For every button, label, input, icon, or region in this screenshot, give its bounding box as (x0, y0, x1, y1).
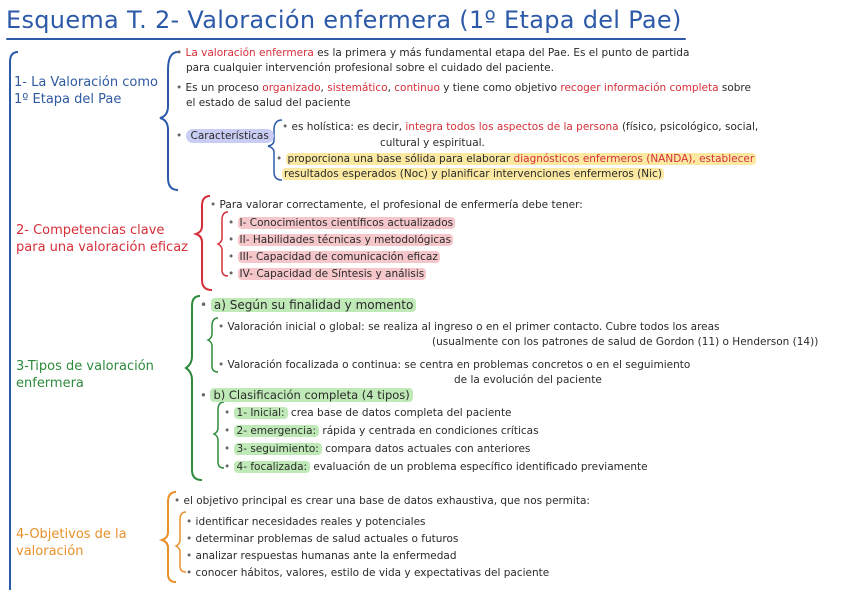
sec3-b-heading: • b) Clasificación completa (4 tipos) (200, 388, 413, 402)
car1-a: es holística: (291, 121, 354, 133)
proc-continuo: continuo (394, 82, 440, 94)
a1-b: se realiza al ingreso o en el primer contacto. Cubre todos los areas (364, 321, 720, 333)
sec4-intro-text: el objetivo principal es crear una base de datos exhaustiva, que nos permita: (183, 495, 590, 507)
sec4-item-4-text: conocer hábitos, valores, estilo de vida y expectativas del paciente (195, 567, 550, 579)
sec1-process-line1: • Es un proceso organizado, sistemático, continuo y tiene como objetivo recoger información completa sobre (176, 82, 751, 94)
section-1-label: 1- La Valoración como 1º Etapa del Pae (14, 75, 158, 107)
b2-key: 2- emergencia: (234, 425, 320, 437)
car2-line1: • proporciona una base sólida para elaborar diagnósticos enfermeros (NANDA), establecer (276, 153, 755, 165)
sec3-b-head-text: b) Clasificación completa (4 tipos) (210, 388, 412, 402)
section-4-label: 4-Objetivos de la valoración (16, 527, 127, 559)
sec1-process-line2: el estado de salud del paciente (186, 97, 351, 109)
b4-key: 4- focalizada: (234, 461, 311, 473)
car1-line1: • es holística: es decir, integra todos los aspectos de la persona (físico, psicológico, social, (282, 121, 759, 133)
car1-d: (físico, psicológico, social, (618, 121, 759, 133)
sec3-a-heading: • a) Según su finalidad y momento (200, 298, 416, 312)
b3-key: 3- seguimiento: (234, 443, 322, 455)
sec2-intro: • Para valorar correctamente, el profesional de enfermería debe tener: (210, 199, 583, 211)
sec2-item-4-text: IV- Capacidad de Síntesis y análisis (239, 268, 425, 280)
sec1-intro-b: es la primera y más fundamental etapa del Pae. Es el punto de partida (313, 47, 690, 59)
car2-line2 (282, 167, 664, 181)
sec1-intro-line2: para cualquier intervención profesional sobre el cuidado del paciente. (186, 62, 554, 74)
sec2-item-4: • IV- Capacidad de Síntesis y análisis (228, 268, 425, 280)
sec4-item-2: • determinar problemas de salud actuales o futuros (186, 533, 459, 545)
b3-val: compara datos actuales con anteriores (321, 443, 531, 455)
sec3-a2-line1: • Valoración focalizada o continua: se centra en problemas concretos o en el seguimiento (218, 359, 691, 371)
sec2-item-3: • III- Capacidad de comunicación eficaz (228, 251, 438, 263)
sec2-item-1: • I- Conocimientos científicos actualizados (228, 217, 454, 229)
caracteristicas-tag: Características (186, 129, 274, 143)
sec3-a2-line2: de la evolución del paciente (454, 374, 602, 386)
page-title: Esquema T. 2- Valoración enfermera (1º Etapa del Pae) (6, 6, 682, 34)
car1-b: es decir, (353, 121, 406, 133)
sec4-item-1: • identificar necesidades reales y potenciales (186, 516, 426, 528)
proc-recoger: recoger información completa (560, 82, 719, 94)
sec1-intro-line1: • La valoración enfermera es la primera y más fundamental etapa del Pae. Es el punto de partida (176, 47, 690, 59)
sec2-item-2: • II- Habilidades técnicas y metodológicas (228, 234, 452, 246)
sec2-item-1-text: I- Conocimientos científicos actualizados (239, 217, 454, 229)
caracteristicas-label: • Características (176, 129, 274, 143)
b1-key: 1- Inicial: (234, 407, 288, 419)
sec1-intro-a: La valoración enfermera (185, 47, 314, 59)
car2-c: resultados esperados (Noc) y planificar intervenciones enfermeros (Nic) (284, 168, 662, 180)
proc-g: y tiene como objetivo (439, 82, 561, 94)
sec2-item-2-text: II- Habilidades técnicas y metodológicas (239, 234, 452, 246)
b4-val: evaluación de un problema específico identificado previamente (310, 461, 648, 473)
a1-a: Valoración inicial o global: (227, 321, 365, 333)
proc-sistematico: sistemático (327, 82, 388, 94)
b1-val: crea base de datos completa del paciente (287, 407, 512, 419)
sec4-item-4: • conocer hábitos, valores, estilo de vida y expectativas del paciente (186, 567, 550, 579)
proc-organizado: organizado (262, 82, 321, 94)
a2-b: se centra en problemas concretos o en el seguimiento (401, 359, 691, 371)
sec3-b-item-3: • 3- seguimiento: compara datos actuales con anteriores (224, 443, 531, 455)
car2-line1-hl (286, 153, 757, 165)
sec4-item-3: • analizar respuestas humanas ante la enfermedad (186, 550, 457, 562)
proc-e: , (387, 82, 395, 94)
car2-b: diagnósticos enfermeros (NANDA), establecer (513, 153, 755, 165)
section-2-label: 2- Competencias clave para una valoración eficaz (16, 223, 188, 255)
car1-c: integra todos los aspectos de la persona (405, 121, 619, 133)
proc-c: , (320, 82, 328, 94)
a2-a: Valoración focalizada o continua: (227, 359, 402, 371)
sec2-item-3-text: III- Capacidad de comunicación eficaz (239, 251, 438, 263)
sec4-item-1-text: identificar necesidades reales y potenciales (195, 516, 426, 528)
sec3-a1-line1: • Valoración inicial o global: se realiza al ingreso o en el primer contacto. Cubre todos los areas (218, 321, 720, 333)
sec3-b-item-2: • 2- emergencia: rápida y centrada en condiciones críticas (224, 425, 539, 437)
sec3-a-head-text: a) Según su finalidad y momento (211, 298, 416, 312)
sec3-a1-line2: (usualmente con los patrones de salud de Gordon (11) o Henderson (14)) (432, 336, 819, 348)
b2-val: rápida y centrada en condiciones críticas (319, 425, 539, 437)
proc-i: sobre (718, 82, 751, 94)
sec3-b-item-4: • 4- focalizada: evaluación de un problema específico identificado previamente (224, 461, 648, 473)
section-3-label: 3-Tipos de valoración enfermera (16, 359, 154, 391)
sec4-intro: • el objetivo principal es crear una base de datos exhaustiva, que nos permita: (174, 495, 590, 507)
sec3-b-item-1: • 1- Inicial: crea base de datos completa del paciente (224, 407, 512, 419)
car2-a: proporciona una base sólida para elaborar (287, 153, 514, 165)
proc-a: Es un proceso (185, 82, 263, 94)
sec4-item-2-text: determinar problemas de salud actuales o futuros (195, 533, 459, 545)
car1-line2: cultural y espiritual. (380, 137, 485, 149)
sec4-item-3-text: analizar respuestas humanas ante la enfermedad (195, 550, 457, 562)
sec2-intro-text: Para valorar correctamente, el profesional de enfermería debe tener: (219, 199, 583, 211)
